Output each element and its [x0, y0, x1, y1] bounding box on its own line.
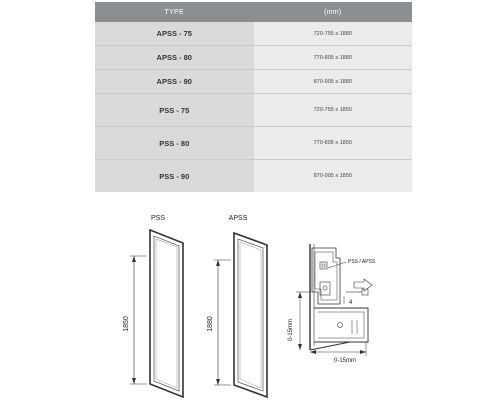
row-dimensions: 720-755 x 1850 [254, 94, 413, 127]
pss-height-dimension [130, 256, 147, 384]
header-dimensions: (mm) [254, 2, 413, 22]
vertical-adjust-dimension [296, 292, 310, 350]
table-row [95, 160, 412, 193]
row-dimensions: 870-905 x 1850 [254, 160, 413, 193]
dimensions-table [95, 2, 412, 192]
row-dimensions: 720-755 x 1880 [254, 22, 413, 46]
row-type: APSS - 80 [95, 46, 254, 70]
row-type: APSS - 75 [95, 22, 254, 46]
apss-height-value: 1880 [207, 316, 214, 332]
row-type: APSS - 90 [95, 70, 254, 94]
pss-label: PSS [150, 215, 166, 222]
apss-label: APSS [228, 215, 248, 222]
table-row [95, 127, 412, 160]
row-type: PSS - 80 [95, 127, 254, 160]
apss-door-frame [234, 233, 267, 397]
apss-height-dimension [214, 260, 231, 385]
table-row [95, 94, 412, 127]
detail-label: PSS / APSS [348, 259, 376, 265]
table-row [95, 70, 412, 94]
horizontal-adjust-value: 0-15mm [333, 358, 357, 364]
header-type: TYPE [95, 2, 254, 22]
pss-door-frame [150, 230, 183, 397]
row-type: PSS - 90 [95, 160, 254, 193]
detail-offset-value: 4 [349, 300, 353, 306]
row-dimensions: 770-805 x 1880 [254, 46, 413, 70]
vertical-adjust-value: 0-15mm [288, 318, 294, 342]
table-row [95, 22, 412, 46]
table-row [95, 46, 412, 70]
row-type: PSS - 75 [95, 94, 254, 127]
pss-height-value: 1850 [123, 316, 130, 332]
row-dimensions: 770-805 x 1850 [254, 127, 413, 160]
technical-drawing [0, 200, 500, 400]
row-dimensions: 870-905 x 1880 [254, 70, 413, 94]
table-header-row [95, 2, 412, 22]
